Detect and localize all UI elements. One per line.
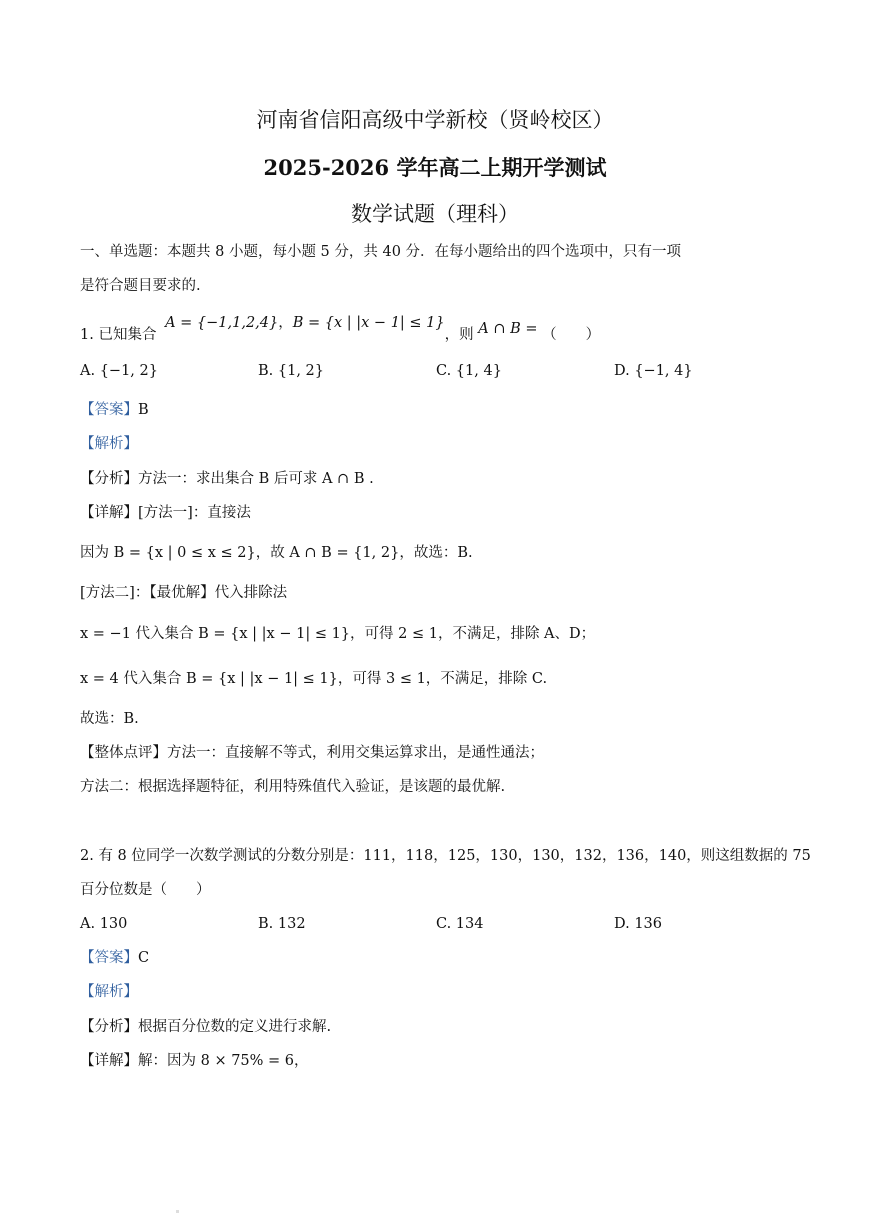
q1-answer: [80, 400, 149, 420]
q1-set-a: A = {−1,1,2,4}: [165, 315, 279, 331]
q1-answer-tag: 【答案】: [80, 402, 138, 418]
q2-answer-value: C: [138, 950, 150, 966]
q1-stem: [80, 315, 601, 345]
q1-option-a: A. {−1, 2}: [80, 363, 158, 379]
q1-analysis-tag: 【解析】: [80, 436, 138, 452]
q2-option-d: D. 136: [614, 916, 663, 932]
q1-stem-suffix: ，则: [444, 327, 474, 343]
q2-stem-line-2: 百分位数是（ ）: [80, 882, 211, 898]
q2-line-detail: 【详解】解：因为 8 × 75% = 6，: [80, 1053, 309, 1069]
school-title: 河南省信阳高级中学新校（贤岭校区）: [256, 108, 614, 132]
q1-line-choose: 故选：B.: [80, 711, 139, 727]
q2-stem-line-1: 2. 有 8 位同学一次数学测试的分数分别是：111，118，125，130，130，132，136，140，则这组数据的 75: [80, 848, 811, 864]
subject-title: 数学试题（理科）: [351, 202, 519, 226]
q1-option-c: C. {1, 4}: [436, 363, 502, 379]
q1-line-because: 因为 B = {x | 0 ≤ x ≤ 2}，故 A ∩ B = {1, 2}，故选：B.: [80, 545, 473, 561]
q2-answer-tag: 【答案】: [80, 950, 138, 966]
section-heading-line-1: 一、单选题：本题共 8 小题，每小题 5 分，共 40 分．在每小题给出的四个选项中，只有一项: [80, 244, 682, 260]
q1-paren: （ ）: [542, 327, 601, 343]
q1-answer-value: B: [138, 402, 149, 418]
q1-ask: A ∩ B =: [478, 321, 538, 337]
q1-line-detail: 【详解】[方法一]：直接法: [80, 505, 251, 521]
q2-option-a: A. 130: [80, 916, 128, 932]
q1-option-b: B. {1, 2}: [258, 363, 324, 379]
q1-line-review-1: 【整体点评】方法一：直接解不等式，利用交集运算求出，是通性通法；: [80, 745, 544, 761]
q1-comma: ，: [278, 315, 293, 331]
q2-line-analysis: 【分析】根据百分位数的定义进行求解.: [80, 1019, 332, 1035]
q1-line-method2: [方法二]：【最优解】代入排除法: [80, 585, 288, 601]
q2-answer: [80, 948, 149, 968]
q1-option-d: D. {−1, 4}: [614, 363, 693, 379]
q2-option-b: B. 132: [258, 916, 306, 932]
q2-option-c: C. 134: [436, 916, 484, 932]
exam-title: 2025-2026 学年高二上期开学测试: [263, 155, 607, 180]
q1-line-substitute-2: x = 4 代入集合 B = {x | |x − 1| ≤ 1}，可得 3 ≤ 1，不满足，排除 C.: [80, 671, 548, 687]
section-heading-line-2: 是符合题目要求的.: [80, 278, 201, 294]
q1-line-analysis: 【分析】方法一：求出集合 B 后可求 A ∩ B .: [80, 471, 374, 487]
q1-set-b: B = {x | |x − 1| ≤ 1}: [292, 315, 445, 331]
footer-mark: [176, 1210, 179, 1213]
q1-line-review-2: 方法二：根据选择题特征，利用特殊值代入验证，是该题的最优解.: [80, 779, 506, 795]
q1-stem-prefix: 1. 已知集合: [80, 327, 157, 343]
q1-line-substitute-1: x = −1 代入集合 B = {x | |x − 1| ≤ 1}，可得 2 ≤ 1，不满足，排除 A、D；: [80, 626, 596, 642]
q2-analysis-tag: 【解析】: [80, 984, 138, 1000]
